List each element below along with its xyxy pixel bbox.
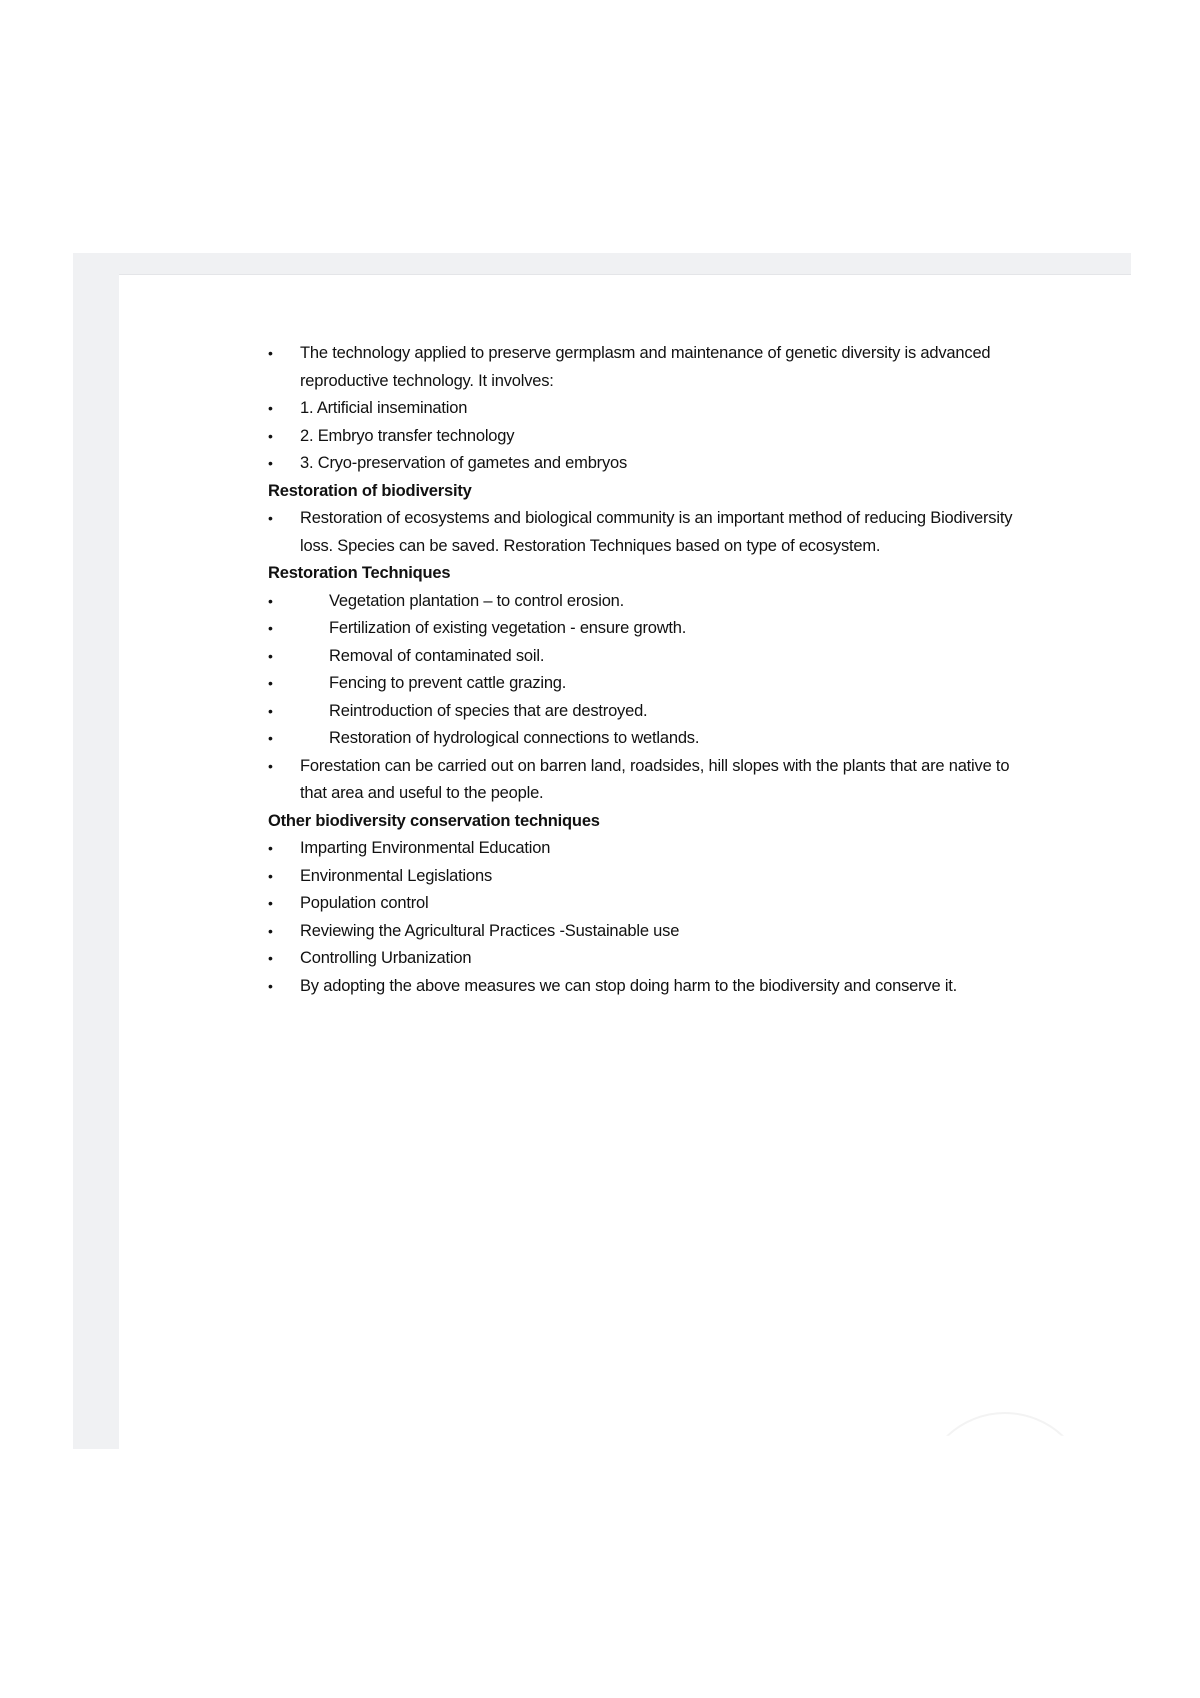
list-item-restoration-ecosystems: [268, 505, 1068, 560]
list-item-cryo-preservation: [268, 450, 1068, 478]
list-item-conservation-technique: [268, 918, 1068, 946]
bullet-glyph: •: [268, 592, 273, 609]
list-item-line: 3. Cryo-preservation of gametes and embryos: [300, 454, 628, 472]
bullet-glyph: •: [268, 977, 273, 994]
bullet-glyph: •: [268, 757, 273, 774]
list-item-line: that area and useful to the people.: [300, 784, 544, 802]
viewer-top-strip: [119, 253, 1131, 275]
list-item-line: Fencing to prevent cattle grazing.: [329, 674, 567, 692]
list-item-artificial-insemination: [268, 395, 1068, 423]
list-item-advanced-reproductive-technology: [268, 340, 1068, 395]
list-item-conservation-technique: [268, 863, 1068, 891]
list-item-forestation: [268, 753, 1068, 808]
list-item-technique: [268, 643, 1068, 671]
section-heading-restoration: Restoration of biodiversity: [268, 481, 472, 500]
list-item-conservation-technique: [268, 945, 1068, 973]
page-content: [268, 340, 1068, 1000]
list-item-technique: [268, 615, 1068, 643]
list-item-line: Imparting Environmental Education: [300, 839, 551, 857]
bullet-glyph: •: [268, 675, 273, 691]
bullet-glyph: •: [268, 895, 273, 911]
list-item-line: The technology applied to preserve germplasm and maintenance of genetic diversity is advanced: [300, 344, 991, 362]
bullet-glyph: •: [268, 427, 273, 444]
list-item-line: Vegetation plantation – to control erosion.: [329, 591, 625, 610]
list-item-line: Population control: [300, 894, 429, 912]
bullet-glyph: •: [268, 620, 273, 636]
list-item-line: reproductive technology. It involves:: [300, 371, 554, 390]
bullet-glyph: •: [268, 702, 273, 719]
bullet-glyph: •: [268, 730, 273, 746]
bullet-glyph: •: [268, 647, 273, 664]
bullet-glyph: •: [268, 345, 273, 361]
list-item-line: By adopting the above measures we can stop doing harm to the biodiversity and conserve it.: [300, 976, 958, 995]
list-item-line: Environmental Legislations: [300, 866, 492, 885]
list-item-conservation-technique: [268, 890, 1068, 918]
list-item-line: loss. Species can be saved. Restoration Techniques based on type of ecosystem.: [300, 536, 881, 555]
bullet-glyph: •: [268, 510, 273, 526]
list-item-conservation-technique: [268, 973, 1068, 1001]
list-item-technique: [268, 725, 1068, 753]
list-item-line: 1. Artificial insemination: [300, 399, 468, 417]
list-item-line: Restoration of ecosystems and biological community is an important method of reducing Biodiversity: [300, 509, 1013, 527]
bullet-glyph: •: [268, 922, 273, 939]
list-item-line: Restoration of hydrological connections to wetlands.: [329, 729, 700, 747]
list-item-conservation-technique: [268, 835, 1068, 863]
list-item-line: Forestation can be carried out on barren land, roadsides, hill slopes with the plants that are native to: [300, 756, 1010, 775]
list-item-line: Controlling Urbanization: [300, 949, 472, 967]
list-item-line: Reintroduction of species that are destroyed.: [329, 701, 648, 720]
list-item-line: Removal of contaminated soil.: [329, 646, 545, 665]
list-item-technique: [268, 670, 1068, 698]
list-item-line: Reviewing the Agricultural Practices -Sustainable use: [300, 921, 680, 940]
list-item-line: 2. Embryo transfer technology: [300, 426, 515, 445]
list-item-embryo-transfer: [268, 423, 1068, 451]
bullet-glyph: •: [268, 455, 273, 471]
list-item-line: Fertilization of existing vegetation - ensure growth.: [329, 619, 687, 637]
bullet-glyph: •: [268, 950, 273, 966]
section-heading-techniques: Restoration Techniques: [268, 564, 451, 582]
bullet-glyph: •: [268, 867, 273, 884]
list-item-technique: [268, 588, 1068, 616]
bullet-glyph: •: [268, 840, 273, 856]
list-item-technique: [268, 698, 1068, 726]
bullet-glyph: •: [268, 400, 273, 416]
section-heading-other-techniques: Other biodiversity conservation techniques: [268, 811, 600, 830]
